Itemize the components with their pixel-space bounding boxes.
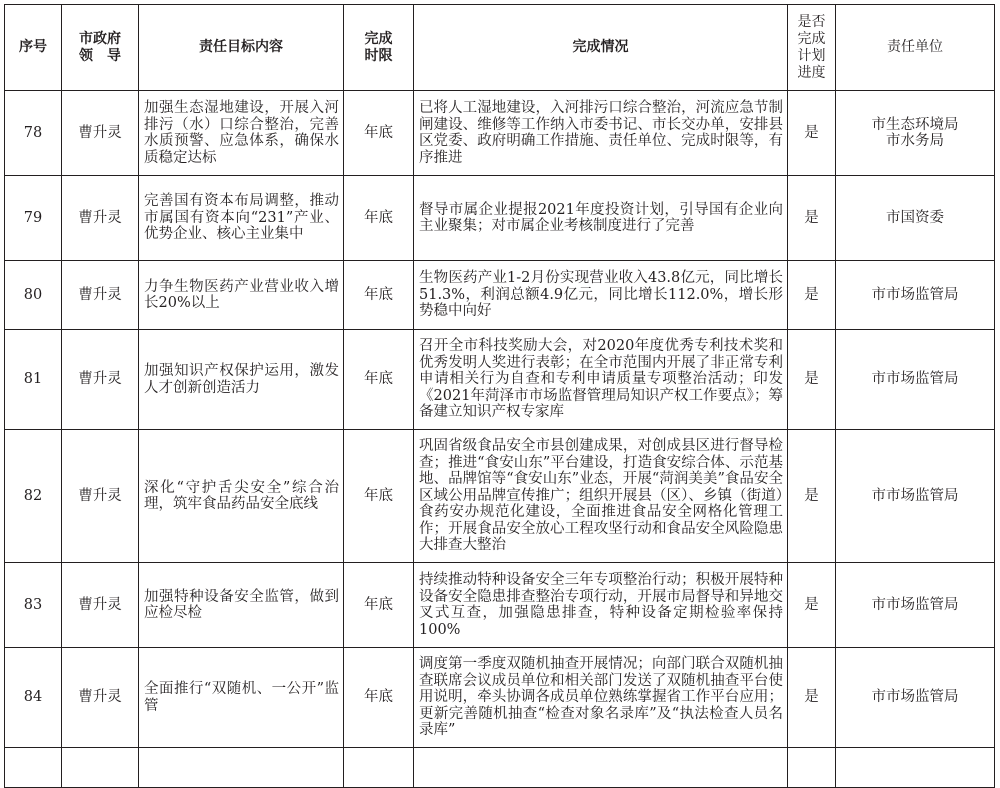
cell-target: 加强知识产权保护运用，激发人才创新创造活力 <box>139 330 344 430</box>
cell-deadline: 年底 <box>344 176 414 261</box>
cell-on-schedule: 是 <box>788 430 836 563</box>
cell-leader: 曹升灵 <box>62 430 139 563</box>
cell-seq: 82 <box>5 430 62 563</box>
cell-deadline: 年底 <box>344 261 414 330</box>
cell-on-schedule: 是 <box>788 648 836 748</box>
cell-deadline: 年底 <box>344 330 414 430</box>
table-row-partial <box>5 748 995 788</box>
cell-leader: 曹升灵 <box>62 176 139 261</box>
cell-unit: 市生态环境局 市水务局 <box>836 91 995 176</box>
table-row <box>5 261 995 330</box>
cell-on-schedule: 是 <box>788 176 836 261</box>
cell-target: 深化“守护舌尖安全”综合治理，筑牢食品药品安全底线 <box>139 430 344 563</box>
responsibility-target-table <box>4 4 995 788</box>
header-on-schedule: 是否 完成 计划 进度 <box>788 5 836 91</box>
cell-leader: 曹升灵 <box>62 261 139 330</box>
cell-target: 加强特种设备安全监管，做到应检尽检 <box>139 563 344 648</box>
cell-status: 督导市属企业提报2021年度投资计划，引导国有企业向主业聚集；对市属企业考核制度进行了完善 <box>414 176 788 261</box>
cell-seq: 79 <box>5 176 62 261</box>
cell-leader: 曹升灵 <box>62 563 139 648</box>
cell-empty <box>5 748 62 788</box>
cell-target: 力争生物医药产业营业收入增长20%以上 <box>139 261 344 330</box>
table-row <box>5 648 995 748</box>
header-unit: 责任单位 <box>836 5 995 91</box>
cell-empty <box>344 748 414 788</box>
header-deadline: 完成 时限 <box>344 5 414 91</box>
cell-deadline: 年底 <box>344 563 414 648</box>
header-status: 完成情况 <box>414 5 788 91</box>
table-row <box>5 330 995 430</box>
cell-seq: 78 <box>5 91 62 176</box>
cell-leader: 曹升灵 <box>62 330 139 430</box>
cell-leader: 曹升灵 <box>62 91 139 176</box>
cell-unit: 市国资委 <box>836 176 995 261</box>
cell-on-schedule: 是 <box>788 261 836 330</box>
cell-status: 持续推动特种设备安全三年专项整治行动；积极开展特种设备安全隐患排查整治专项行动，开展市局督导和异地交叉式互查，加强隐患排查，特种设备定期检验率保持100% <box>414 563 788 648</box>
table-row <box>5 176 995 261</box>
cell-target: 全面推行“双随机、一公开”监管 <box>139 648 344 748</box>
header-seq: 序号 <box>5 5 62 91</box>
cell-status: 生物医药产业1-2月份实现营业收入43.8亿元，同比增长51.3%，利润总额4.9亿元，同比增长112.0%，增长形势稳中向好 <box>414 261 788 330</box>
cell-target: 完善国有资本布局调整，推动市属国有资本向“231”产业、优势企业、核心主业集中 <box>139 176 344 261</box>
cell-status: 巩固省级食品安全市县创建成果，对创成县区进行督导检查；推进“食安山东”平台建设，打造食安综合体、示范基地、品牌馆等“食安山东”业态，开展“菏润美美”食品安全区域公用品牌宣传推广；组织开展县（区）、乡镇（街道）食药安办规范化建设，全面推进食品安全网格化管理工作；开展食品安全放心工程攻坚行动和食品安全风险隐患大排查大整治 <box>414 430 788 563</box>
cell-status: 召开全市科技奖励大会，对2020年度优秀专利技术奖和优秀发明人奖进行表彰；在全市范围内开展了非正常专利申请相关行为自查和专利申请质量专项整治活动；印发《2021年菏泽市市场监督管理局知识产权工作要点》；筹备建立知识产权专家库 <box>414 330 788 430</box>
cell-empty <box>414 748 788 788</box>
cell-seq: 80 <box>5 261 62 330</box>
cell-status: 调度第一季度双随机抽查开展情况；向部门联合双随机抽查联席会议成员单位和相关部门发送了双随机抽查平台使用说明，牵头协调各成员单位熟练掌握省工作平台应用；更新完善随机抽查“检查对象名录库”及“执法检查人员名录库” <box>414 648 788 748</box>
cell-unit: 市市场监管局 <box>836 261 995 330</box>
cell-status: 已将人工湿地建设，入河排污口综合整治，河流应急节制闸建设、维修等工作纳入市委书记、市长交办单，安排县区党委、政府明确工作措施、责任单位、完成时限等，有序推进 <box>414 91 788 176</box>
cell-on-schedule: 是 <box>788 91 836 176</box>
cell-seq: 81 <box>5 330 62 430</box>
header-row <box>5 5 995 91</box>
cell-unit: 市市场监管局 <box>836 430 995 563</box>
cell-unit: 市市场监管局 <box>836 648 995 748</box>
cell-unit: 市市场监管局 <box>836 563 995 648</box>
cell-empty <box>788 748 836 788</box>
cell-deadline: 年底 <box>344 430 414 563</box>
cell-on-schedule: 是 <box>788 563 836 648</box>
table-row <box>5 563 995 648</box>
header-target: 责任目标内容 <box>139 5 344 91</box>
cell-deadline: 年底 <box>344 91 414 176</box>
cell-unit: 市市场监管局 <box>836 330 995 430</box>
cell-deadline: 年底 <box>344 648 414 748</box>
cell-empty <box>139 748 344 788</box>
cell-on-schedule: 是 <box>788 330 836 430</box>
cell-target: 加强生态湿地建设，开展入河排污（水）口综合整治，完善水质预警、应急体系，确保水质稳定达标 <box>139 91 344 176</box>
cell-empty <box>62 748 139 788</box>
cell-empty <box>836 748 995 788</box>
header-leader: 市政府 领 导 <box>62 5 139 91</box>
cell-seq: 83 <box>5 563 62 648</box>
table-row <box>5 430 995 563</box>
cell-seq: 84 <box>5 648 62 748</box>
cell-leader: 曹升灵 <box>62 648 139 748</box>
table-row <box>5 91 995 176</box>
